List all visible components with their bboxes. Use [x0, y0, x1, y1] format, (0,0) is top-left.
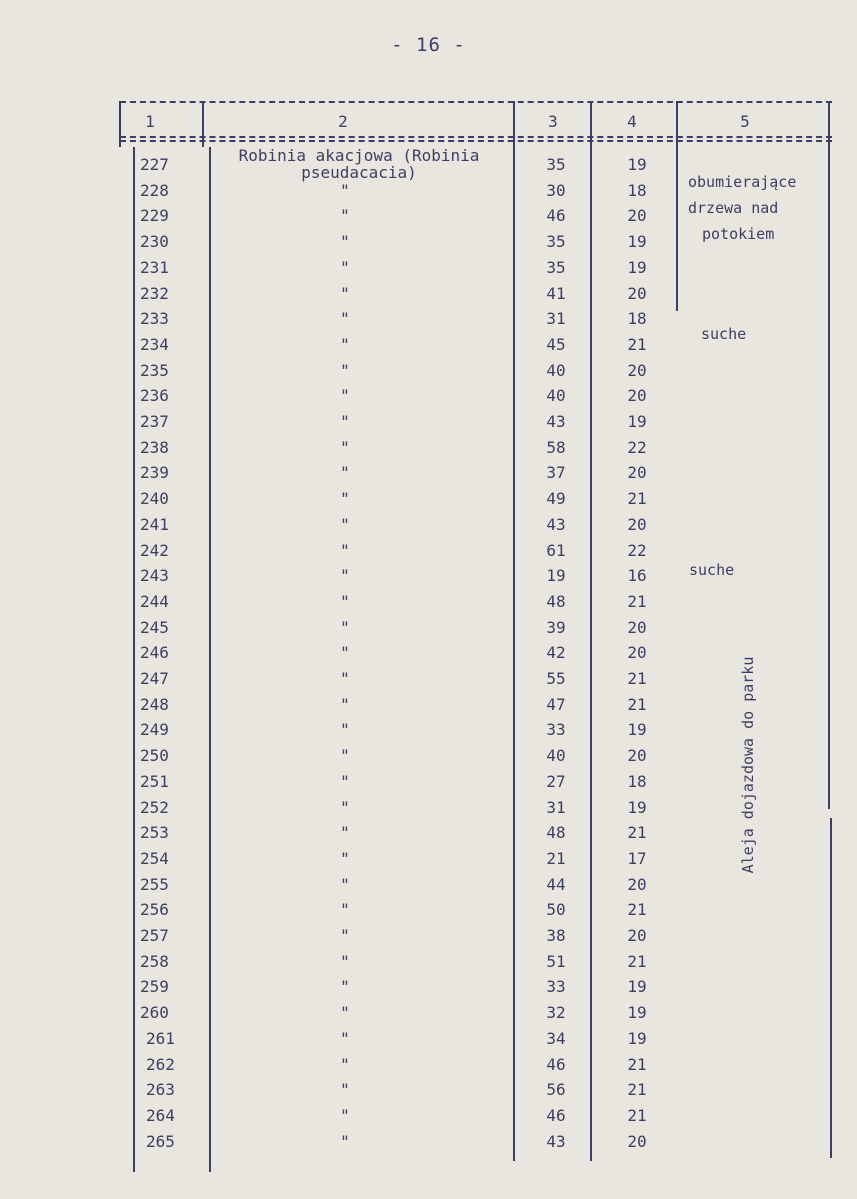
row-number: 252 — [140, 798, 169, 817]
ditto-mark: " — [340, 720, 350, 739]
row-number: 257 — [140, 926, 169, 945]
row-number: 233 — [140, 309, 169, 328]
header-col-3: 3 — [548, 112, 558, 131]
remark-dry-2: suche — [689, 561, 735, 579]
ditto-mark: " — [340, 746, 350, 765]
diameter-value: 31 — [546, 309, 566, 328]
height-value: 20 — [627, 515, 647, 534]
column-border-left — [119, 101, 121, 147]
ditto-mark: " — [340, 772, 350, 791]
column-border-right — [828, 101, 830, 809]
column-border-right-lower — [830, 818, 832, 1158]
diameter-value: 41 — [546, 284, 566, 303]
row-number: 248 — [140, 695, 169, 714]
ditto-mark: " — [340, 669, 350, 688]
diameter-value: 50 — [546, 900, 566, 919]
ditto-mark: " — [340, 643, 350, 662]
height-value: 21 — [627, 952, 647, 971]
diameter-value: 35 — [546, 258, 566, 277]
height-value: 21 — [627, 592, 647, 611]
height-value: 21 — [627, 695, 647, 714]
diameter-value: 34 — [546, 1029, 566, 1048]
row-number: 264 — [146, 1106, 175, 1125]
row-number: 237 — [140, 412, 169, 431]
header-col-2: 2 — [338, 112, 348, 131]
height-value: 19 — [627, 155, 647, 174]
ditto-mark: " — [340, 1080, 350, 1099]
row-number: 228 — [140, 181, 169, 200]
species-name: Robinia akacjowa (Robinia pseudacacia) — [238, 146, 480, 182]
height-value: 19 — [627, 720, 647, 739]
row-number: 251 — [140, 772, 169, 791]
height-value: 20 — [627, 463, 647, 482]
height-value: 21 — [627, 1080, 647, 1099]
ditto-mark: " — [340, 438, 350, 457]
row-number: 261 — [146, 1029, 175, 1048]
column-border-2-3 — [513, 101, 515, 1161]
height-value: 21 — [627, 335, 647, 354]
height-value: 19 — [627, 412, 647, 431]
remark-dry-1: suche — [701, 325, 747, 343]
ditto-mark: " — [340, 1029, 350, 1048]
height-value: 20 — [627, 284, 647, 303]
row-number: 241 — [140, 515, 169, 534]
ditto-mark: " — [340, 386, 350, 405]
ditto-mark: " — [340, 695, 350, 714]
diameter-value: 30 — [546, 181, 566, 200]
column-border-left-body — [133, 147, 135, 1172]
page-number: - 16 - — [391, 34, 466, 56]
row-number: 256 — [140, 900, 169, 919]
row-number: 263 — [146, 1080, 175, 1099]
column-border-1-2-body — [209, 147, 211, 1172]
diameter-value: 43 — [546, 412, 566, 431]
height-value: 18 — [627, 772, 647, 791]
ditto-mark: " — [340, 952, 350, 971]
ditto-mark: " — [340, 1003, 350, 1022]
row-number: 229 — [140, 206, 169, 225]
diameter-value: 44 — [546, 875, 566, 894]
diameter-value: 55 — [546, 669, 566, 688]
ditto-mark: " — [340, 206, 350, 225]
row-number: 235 — [140, 361, 169, 380]
ditto-mark: " — [340, 926, 350, 945]
ditto-mark: " — [340, 541, 350, 560]
header-divider — [120, 136, 832, 138]
row-number: 234 — [140, 335, 169, 354]
height-value: 19 — [627, 1029, 647, 1048]
height-value: 20 — [627, 206, 647, 225]
diameter-value: 38 — [546, 926, 566, 945]
diameter-value: 61 — [546, 541, 566, 560]
diameter-value: 31 — [546, 798, 566, 817]
ditto-mark: " — [340, 798, 350, 817]
ditto-mark: " — [340, 463, 350, 482]
height-value: 21 — [627, 900, 647, 919]
row-number: 236 — [140, 386, 169, 405]
height-value: 21 — [627, 1055, 647, 1074]
row-number: 227 — [140, 155, 169, 174]
ditto-mark: " — [340, 335, 350, 354]
remark-access-avenue: Aleja dojazdowa do parku — [739, 656, 757, 874]
ditto-mark: " — [340, 258, 350, 277]
diameter-value: 42 — [546, 643, 566, 662]
height-value: 19 — [627, 977, 647, 996]
header-divider-second — [120, 140, 832, 142]
diameter-value: 43 — [546, 1132, 566, 1151]
ditto-mark: " — [340, 412, 350, 431]
diameter-value: 33 — [546, 977, 566, 996]
column-border-1-2 — [202, 101, 204, 147]
height-value: 22 — [627, 438, 647, 457]
ditto-mark: " — [340, 232, 350, 251]
row-number: 238 — [140, 438, 169, 457]
row-number: 244 — [140, 592, 169, 611]
row-number: 249 — [140, 720, 169, 739]
row-number: 240 — [140, 489, 169, 508]
row-number: 243 — [140, 566, 169, 585]
ditto-mark: " — [340, 361, 350, 380]
ditto-mark: " — [340, 284, 350, 303]
diameter-value: 49 — [546, 489, 566, 508]
diameter-value: 40 — [546, 361, 566, 380]
ditto-mark: " — [340, 900, 350, 919]
diameter-value: 48 — [546, 823, 566, 842]
height-value: 19 — [627, 798, 647, 817]
diameter-value: 27 — [546, 772, 566, 791]
diameter-value: 21 — [546, 849, 566, 868]
height-value: 16 — [627, 566, 647, 585]
row-number: 260 — [140, 1003, 169, 1022]
row-number: 230 — [140, 232, 169, 251]
row-number: 265 — [146, 1132, 175, 1151]
ditto-mark: " — [340, 309, 350, 328]
ditto-mark: " — [340, 566, 350, 585]
diameter-value: 45 — [546, 335, 566, 354]
header-col-5: 5 — [740, 112, 750, 131]
ditto-mark: " — [340, 875, 350, 894]
diameter-value: 32 — [546, 1003, 566, 1022]
height-value: 18 — [627, 309, 647, 328]
diameter-value: 39 — [546, 618, 566, 637]
row-number: 245 — [140, 618, 169, 637]
row-number: 242 — [140, 541, 169, 560]
height-value: 18 — [627, 181, 647, 200]
height-value: 21 — [627, 669, 647, 688]
height-value: 19 — [627, 1003, 647, 1022]
diameter-value: 19 — [546, 566, 566, 585]
height-value: 20 — [627, 746, 647, 765]
diameter-value: 47 — [546, 695, 566, 714]
height-value: 20 — [627, 618, 647, 637]
ditto-mark: " — [340, 515, 350, 534]
row-number: 259 — [140, 977, 169, 996]
height-value: 19 — [627, 232, 647, 251]
height-value: 21 — [627, 1106, 647, 1125]
row-number: 246 — [140, 643, 169, 662]
ditto-mark: " — [340, 823, 350, 842]
remark-dying-trees-line-3: potokiem — [702, 225, 775, 243]
row-number: 231 — [140, 258, 169, 277]
ditto-mark: " — [340, 849, 350, 868]
row-number: 254 — [140, 849, 169, 868]
diameter-value: 35 — [546, 232, 566, 251]
height-value: 20 — [627, 926, 647, 945]
height-value: 20 — [627, 386, 647, 405]
column-border-4-5 — [676, 101, 678, 311]
ditto-mark: " — [340, 1132, 350, 1151]
ditto-mark: " — [340, 977, 350, 996]
diameter-value: 58 — [546, 438, 566, 457]
height-value: 17 — [627, 849, 647, 868]
row-number: 247 — [140, 669, 169, 688]
height-value: 19 — [627, 258, 647, 277]
height-value: 20 — [627, 643, 647, 662]
diameter-value: 46 — [546, 206, 566, 225]
ditto-mark: " — [340, 181, 350, 200]
diameter-value: 46 — [546, 1055, 566, 1074]
diameter-value: 46 — [546, 1106, 566, 1125]
row-number: 253 — [140, 823, 169, 842]
header-col-1: 1 — [145, 112, 155, 131]
height-value: 21 — [627, 489, 647, 508]
table-top-border — [120, 101, 832, 103]
diameter-value: 40 — [546, 386, 566, 405]
header-col-4: 4 — [627, 112, 637, 131]
row-number: 258 — [140, 952, 169, 971]
diameter-value: 40 — [546, 746, 566, 765]
height-value: 20 — [627, 1132, 647, 1151]
height-value: 21 — [627, 823, 647, 842]
ditto-mark: " — [340, 592, 350, 611]
diameter-value: 51 — [546, 952, 566, 971]
diameter-value: 37 — [546, 463, 566, 482]
diameter-value: 33 — [546, 720, 566, 739]
remark-dying-trees-line-2: drzewa nad — [688, 199, 779, 217]
row-number: 232 — [140, 284, 169, 303]
diameter-value: 43 — [546, 515, 566, 534]
column-border-3-4 — [590, 101, 592, 1161]
row-number: 255 — [140, 875, 169, 894]
diameter-value: 56 — [546, 1080, 566, 1099]
diameter-value: 48 — [546, 592, 566, 611]
row-number: 250 — [140, 746, 169, 765]
ditto-mark: " — [340, 489, 350, 508]
height-value: 22 — [627, 541, 647, 560]
ditto-mark: " — [340, 1055, 350, 1074]
diameter-value: 35 — [546, 155, 566, 174]
height-value: 20 — [627, 875, 647, 894]
remark-dying-trees-line-1: obumierające — [688, 173, 797, 191]
ditto-mark: " — [340, 1106, 350, 1125]
height-value: 20 — [627, 361, 647, 380]
row-number: 262 — [146, 1055, 175, 1074]
ditto-mark: " — [340, 618, 350, 637]
row-number: 239 — [140, 463, 169, 482]
